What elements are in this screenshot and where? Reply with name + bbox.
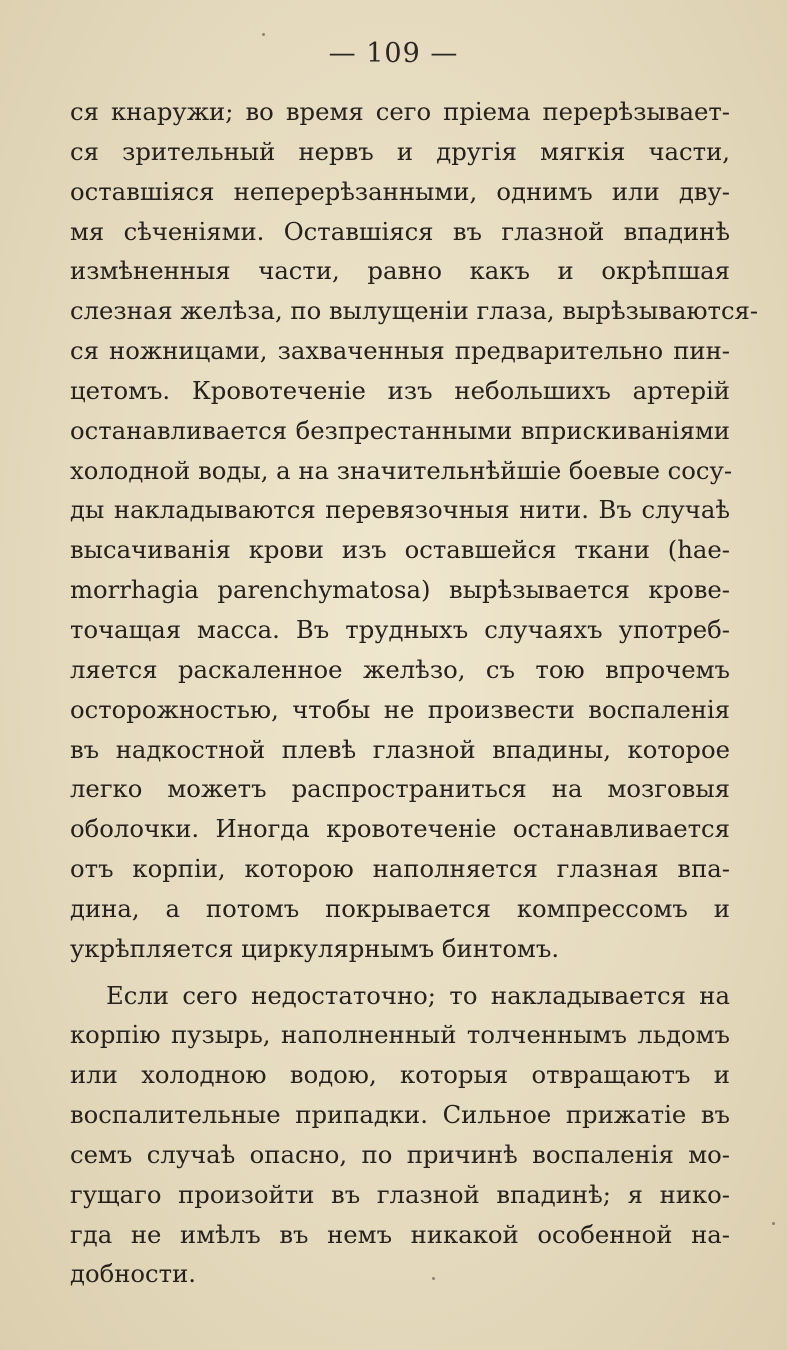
text-line: воспалительные припадки. Сильное прижатіе въ [70,1100,730,1130]
text-line: легко можетъ распространиться на мозговыя [70,774,730,804]
text-line: Если сего недостаточно; то накладывается на [106,980,730,1010]
paragraph-1 [70,92,759,969]
text-line: оставшіяся неперерѣзанными, однимъ или дву- [70,176,730,206]
paper-speck [262,33,265,36]
text-line: отъ корпіи, которою наполняется глазная впа- [70,854,730,884]
text-line: осторожностью, чтобы не произвести воспаленія [70,694,730,724]
text-line: гда не имѣлъ въ немъ никакой особенной на- [70,1219,730,1249]
text-line: оболочки. Иногда кровотеченіе останавливается [70,814,730,844]
text-line: семъ случаѣ опасно, по причинѣ воспаленія мо- [70,1139,730,1169]
text-line: ся ножницами, захваченныя предварительно пин- [70,336,730,366]
text-line: корпію пузырь, наполненный толченнымъ льдомъ [70,1020,730,1050]
page-number: — 109 — [328,38,459,69]
text-line: высачиванія крови изъ оставшейся ткани (haе- [70,535,730,565]
text-line: дина, а потомъ покрывается компрессомъ и [70,893,730,923]
paper-speck [432,1277,435,1280]
text-line: morrhagia parenchymatosa) вырѣзывается крове- [70,575,730,605]
text-line: въ надкостной плевѣ глазной впадины, которое [70,734,730,764]
text-line: ся зрительный нервъ и другія мягкія части, [70,136,730,166]
text-line: измѣненныя части, равно какъ и окрѣпшая [70,256,730,286]
body-text [70,92,759,1294]
text-line: добности. [70,1259,197,1289]
text-line: ды накладываются перевязочныя нити. Въ случаѣ [70,495,730,525]
text-line: цетомъ. Кровотеченіе изъ небольшихъ артерій [70,375,730,405]
text-line: ся кнаружи; во время сего пріема перерѣзывает- [70,97,730,126]
text-line: мя сѣченіями. Оставшіяся въ глазной впадинѣ [70,216,730,246]
text-line: или холодною водою, которыя отвращаютъ и [70,1060,730,1090]
text-line: гущаго произойти въ глазной впадинѣ; я нико- [70,1179,730,1209]
text-line: холодной воды, а на значительнѣйшіе боевые сосу- [70,455,733,485]
text-line: останавливается безпрестанными вприскиваніями [70,415,730,445]
paragraph-2 [70,976,730,1295]
text-line: укрѣпляется циркулярнымъ бинтомъ. [70,933,560,963]
paper-speck [772,1222,775,1225]
text-line: слезная желѣза, по вылущеніи глаза, вырѣзываются- [70,296,759,326]
text-line: точащая масса. Въ трудныхъ случаяхъ употреб- [70,614,730,644]
text-line: ляется раскаленное желѣзо, съ тою впрочемъ [70,654,730,684]
